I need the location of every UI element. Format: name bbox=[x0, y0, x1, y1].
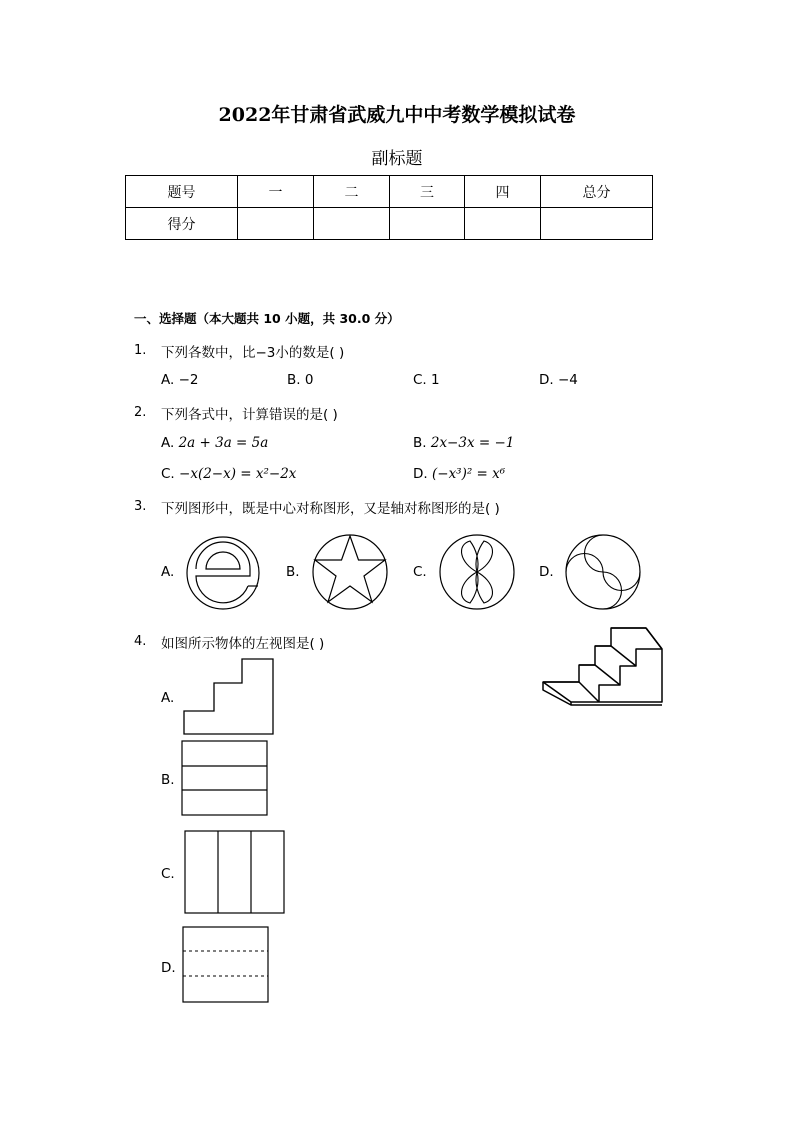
dashed-row-rectangle-figure bbox=[182, 926, 272, 1006]
score-header-cell: 一 bbox=[238, 176, 314, 208]
swirl-in-circle-figure bbox=[564, 533, 644, 613]
score-row-label: 得分 bbox=[126, 208, 238, 240]
option-label: C. bbox=[161, 866, 175, 882]
score-cell bbox=[314, 208, 390, 240]
score-header-cell: 四 bbox=[465, 176, 541, 208]
option-label: A. bbox=[161, 690, 175, 706]
option-label: A. bbox=[161, 564, 175, 580]
staircase-outline-figure bbox=[182, 655, 278, 737]
question-number: 2. bbox=[134, 405, 147, 420]
option-label: B. bbox=[286, 564, 300, 580]
option-math: −x(2−x) = x²−2x bbox=[179, 466, 297, 482]
option-label: C. bbox=[413, 372, 427, 388]
option-text: −2 bbox=[178, 372, 199, 388]
option-label: A. bbox=[161, 372, 175, 388]
option-label: D. bbox=[539, 564, 554, 580]
option-math: 2a + 3a = 5a bbox=[178, 435, 269, 451]
option-text: 0 bbox=[304, 372, 314, 388]
option-1c bbox=[413, 372, 440, 388]
option-label: C. bbox=[413, 564, 427, 580]
score-cell bbox=[390, 208, 465, 240]
score-cell bbox=[465, 208, 541, 240]
score-table-score-row bbox=[126, 208, 653, 240]
question-text: 下列图形中，既是中心对称图形，又是轴对称图形的是( ) bbox=[161, 501, 500, 517]
e-symbol-figure bbox=[186, 533, 266, 613]
question-text: 如图所示物体的左视图是( ) bbox=[161, 636, 325, 652]
section-heading: 一、选择题（本大题共 10 小题，共 30.0 分） bbox=[134, 311, 400, 326]
option-1d bbox=[539, 372, 578, 388]
option-label: A. bbox=[161, 435, 175, 451]
question-text: 下列各式中，计算错误的是( ) bbox=[161, 407, 338, 423]
question-number: 4. bbox=[134, 634, 147, 649]
score-table-header-row bbox=[126, 176, 653, 208]
question-text: 下列各数中，比−3小的数是( ) bbox=[161, 345, 345, 361]
option-label: D. bbox=[161, 960, 176, 976]
score-header-cell: 二 bbox=[314, 176, 390, 208]
question-number: 3. bbox=[134, 499, 147, 514]
page-title: 2022年甘肃省武威九中中考数学模拟试卷 bbox=[218, 104, 576, 126]
option-1a bbox=[161, 372, 199, 388]
option-2c bbox=[161, 466, 296, 482]
question-number: 1. bbox=[134, 343, 147, 358]
option-text: 1 bbox=[431, 372, 440, 388]
option-2b bbox=[413, 435, 514, 451]
option-label: D. bbox=[539, 372, 554, 388]
four-petal-flower-figure bbox=[438, 533, 518, 613]
score-cell bbox=[541, 208, 653, 240]
option-label: C. bbox=[161, 466, 175, 482]
score-cell bbox=[238, 208, 314, 240]
option-math: 2x−3x = −1 bbox=[430, 435, 515, 451]
option-2d bbox=[413, 466, 505, 482]
option-label: B. bbox=[413, 435, 427, 451]
option-label: B. bbox=[287, 372, 301, 388]
page-subtitle: 副标题 bbox=[371, 149, 423, 169]
star-in-circle-figure bbox=[311, 533, 391, 613]
score-header-cell: 三 bbox=[390, 176, 465, 208]
option-label: D. bbox=[413, 466, 428, 482]
staircase-3d-figure bbox=[540, 623, 665, 708]
option-text: −4 bbox=[557, 372, 578, 388]
option-1b bbox=[287, 372, 313, 388]
three-row-rectangle-figure bbox=[181, 740, 271, 818]
option-math: (−x³)² = x⁶ bbox=[431, 466, 506, 482]
option-2a bbox=[161, 435, 268, 451]
option-label: B. bbox=[161, 772, 175, 788]
score-header-cell: 总分 bbox=[541, 176, 653, 208]
three-column-rectangle-figure bbox=[184, 830, 288, 916]
score-header-cell: 题号 bbox=[126, 176, 238, 208]
score-table bbox=[125, 175, 653, 240]
